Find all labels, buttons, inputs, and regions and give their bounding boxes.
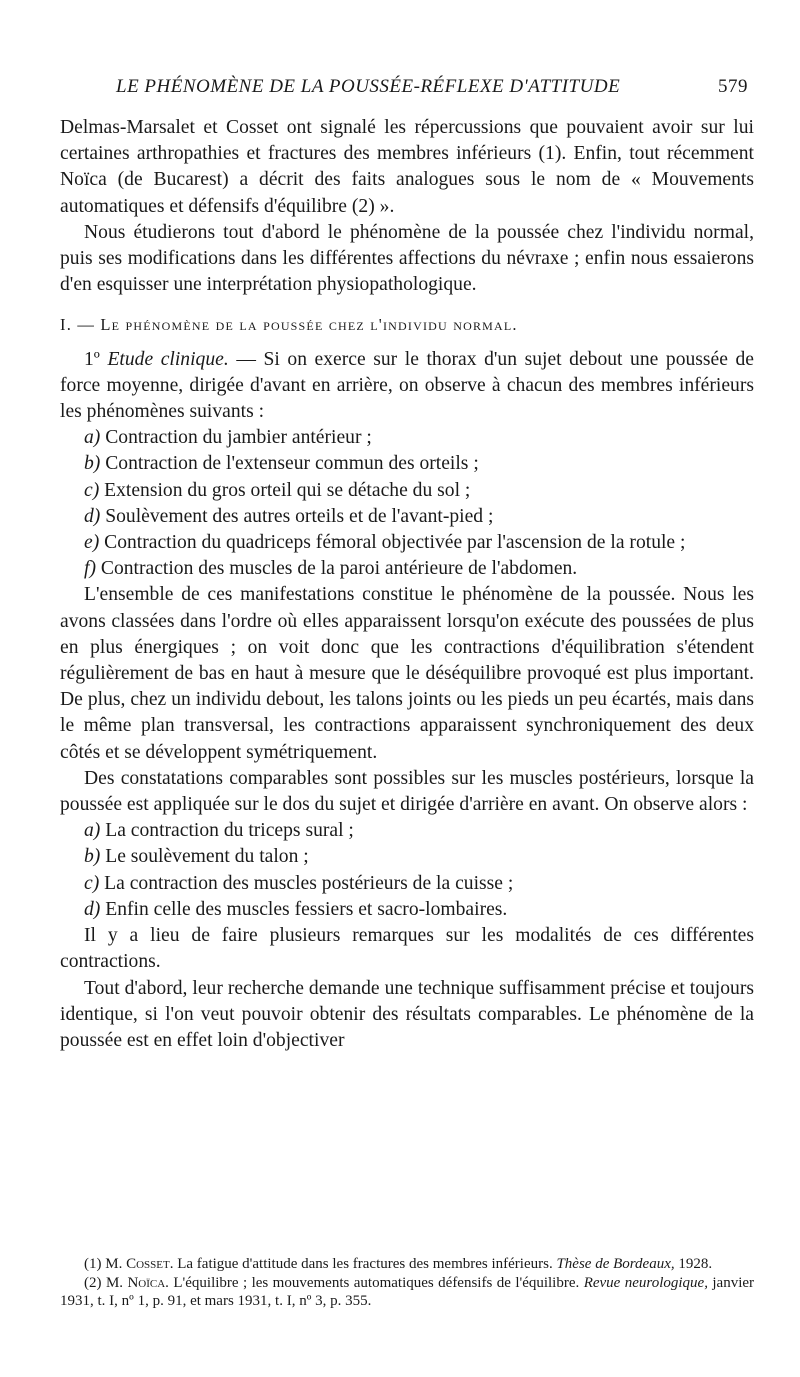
- section-title: Le phénomène de la poussée chez l'individu normal.: [100, 315, 518, 335]
- list-item: [60, 530, 754, 556]
- footnote-text: La fatigue d'attitude dans les fractures des membres inférieurs.: [177, 1256, 553, 1272]
- list-item: [60, 504, 754, 530]
- paragraph: L'ensemble de ces manifestations constitue le phénomène de la poussée. Nous les avons classées dans l'ordre où elles apparaissent lorsqu'on exécute des poussées de plus en plus énergiques ; on voit donc que les contractions d'équilibration s'étendent régulièrement de bas en haut à mesure que le déséquilibre provoqué est plus important. De plus, chez un individu debout, les talons joints ou les pieds un peu écartés, mais dans le même plan transversal, les contractions apparaissent synchroniquement des deux côtés et se développent symétriquement.: [60, 584, 754, 763]
- subsection-label: 1º: [84, 348, 100, 370]
- list-text: Soulèvement des autres orteils et de l'avant-pied ;: [105, 505, 494, 527]
- running-title: LE PHÉNOMÈNE DE LA POUSSÉE-RÉFLEXE D'ATTITUDE: [116, 76, 621, 97]
- list-letter: b): [84, 453, 101, 475]
- list-item: [60, 425, 754, 451]
- list-text: Contraction du jambier antérieur ;: [105, 427, 372, 449]
- paragraph: Des constatations comparables sont possibles sur les muscles postérieurs, lorsque la poussée est appliquée sur le dos du sujet et dirigée d'arrière en avant. On observe alors :: [60, 767, 754, 816]
- section-heading: [60, 312, 754, 338]
- posterior-contractions-list: [60, 818, 754, 923]
- list-text: Enfin celle des muscles fessiers et sacro-lombaires.: [105, 898, 508, 920]
- list-text: Contraction du quadriceps fémoral objectivée par l'ascension de la rotule ;: [104, 532, 686, 554]
- footnote-number: (2): [84, 1275, 102, 1291]
- list-item: [60, 897, 754, 923]
- subsection-text: — Si on exerce sur le thorax d'un sujet debout une poussée de force moyenne, dirigée d'avant en arrière, on observe à chacun des membres inférieurs les phénomènes suivants :: [60, 348, 754, 423]
- list-text: Contraction de l'extenseur commun des orteils ;: [105, 453, 479, 475]
- list-item: [60, 556, 754, 582]
- list-text: La contraction des muscles postérieurs de la cuisse ;: [104, 872, 514, 894]
- page-number: 579: [718, 76, 748, 97]
- list-item: [60, 478, 754, 504]
- paragraph: Il y a lieu de faire plusieurs remarques sur les modalités de ces différentes contractions.: [60, 925, 754, 973]
- list-letter: c): [84, 872, 100, 894]
- list-letter: b): [84, 846, 101, 868]
- list-letter: c): [84, 479, 100, 501]
- list-letter: d): [84, 505, 101, 527]
- list-letter: f): [84, 558, 96, 580]
- list-letter: a): [84, 427, 101, 449]
- footnotes: [60, 1255, 754, 1311]
- list-text: Le soulèvement du talon ;: [105, 846, 309, 868]
- section-number: I. —: [60, 315, 96, 335]
- list-item: [60, 844, 754, 870]
- footnote-text: L'équilibre ; les mouvements automatiques défensifs de l'équilibre.: [173, 1275, 580, 1291]
- running-header: [58, 74, 748, 104]
- footnote-source: Thèse de Bordeaux,: [556, 1256, 675, 1272]
- footnote-source: Revue neurologique,: [583, 1275, 708, 1291]
- paragraph: Delmas-Marsalet et Cosset ont signalé les répercussions que pouvaient avoir sur lui certaines arthropathies et fractures des membres inférieurs (1). Enfin, tout récemment Noïca (de Bucarest) a décrit des faits analogues sous le nom de « Mouvements automatiques et défensifs d'équilibre (2) ».: [60, 117, 754, 217]
- list-item: [60, 451, 754, 477]
- footnote-author: M. Noïca.: [105, 1275, 169, 1291]
- anterior-contractions-list: [60, 425, 754, 582]
- list-letter: a): [84, 820, 101, 842]
- list-item: [60, 871, 754, 897]
- subsection-paragraph: [60, 347, 754, 426]
- footnote-rest: 1928.: [678, 1256, 713, 1272]
- list-item: [60, 818, 754, 844]
- footnote: [60, 1255, 754, 1273]
- footnote-author: M. Cosset.: [105, 1256, 174, 1272]
- footnote-rest: janvier 1931, t. I, nº 1, p. 91, et mars 1931, t. I, nº 3, p. 355.: [60, 1275, 755, 1309]
- paragraph: Nous étudierons tout d'abord le phénomène de la poussée chez l'individu normal, puis ses modifications dans les différentes affections du névraxe ; enfin nous essaierons d'en esquisser une interprétation physiopathologique.: [60, 221, 754, 296]
- footnote-number: (1): [84, 1256, 102, 1272]
- list-text: La contraction du triceps sural ;: [105, 820, 354, 842]
- list-text: Extension du gros orteil qui se détache du sol ;: [104, 479, 471, 501]
- paragraph: Tout d'abord, leur recherche demande une technique suffisamment précise et toujours identique, si l'on veut pouvoir obtenir des résultats comparables. Le phénomène de la poussée est en effet loin d'objectiver: [60, 977, 754, 1051]
- list-text: Contraction des muscles de la paroi antérieure de l'abdomen.: [100, 558, 578, 580]
- main-text: [60, 115, 754, 1054]
- list-letter: e): [84, 532, 100, 554]
- list-letter: d): [84, 898, 101, 920]
- footnote: [60, 1274, 754, 1310]
- subsection-title: Etude clinique.: [107, 348, 229, 370]
